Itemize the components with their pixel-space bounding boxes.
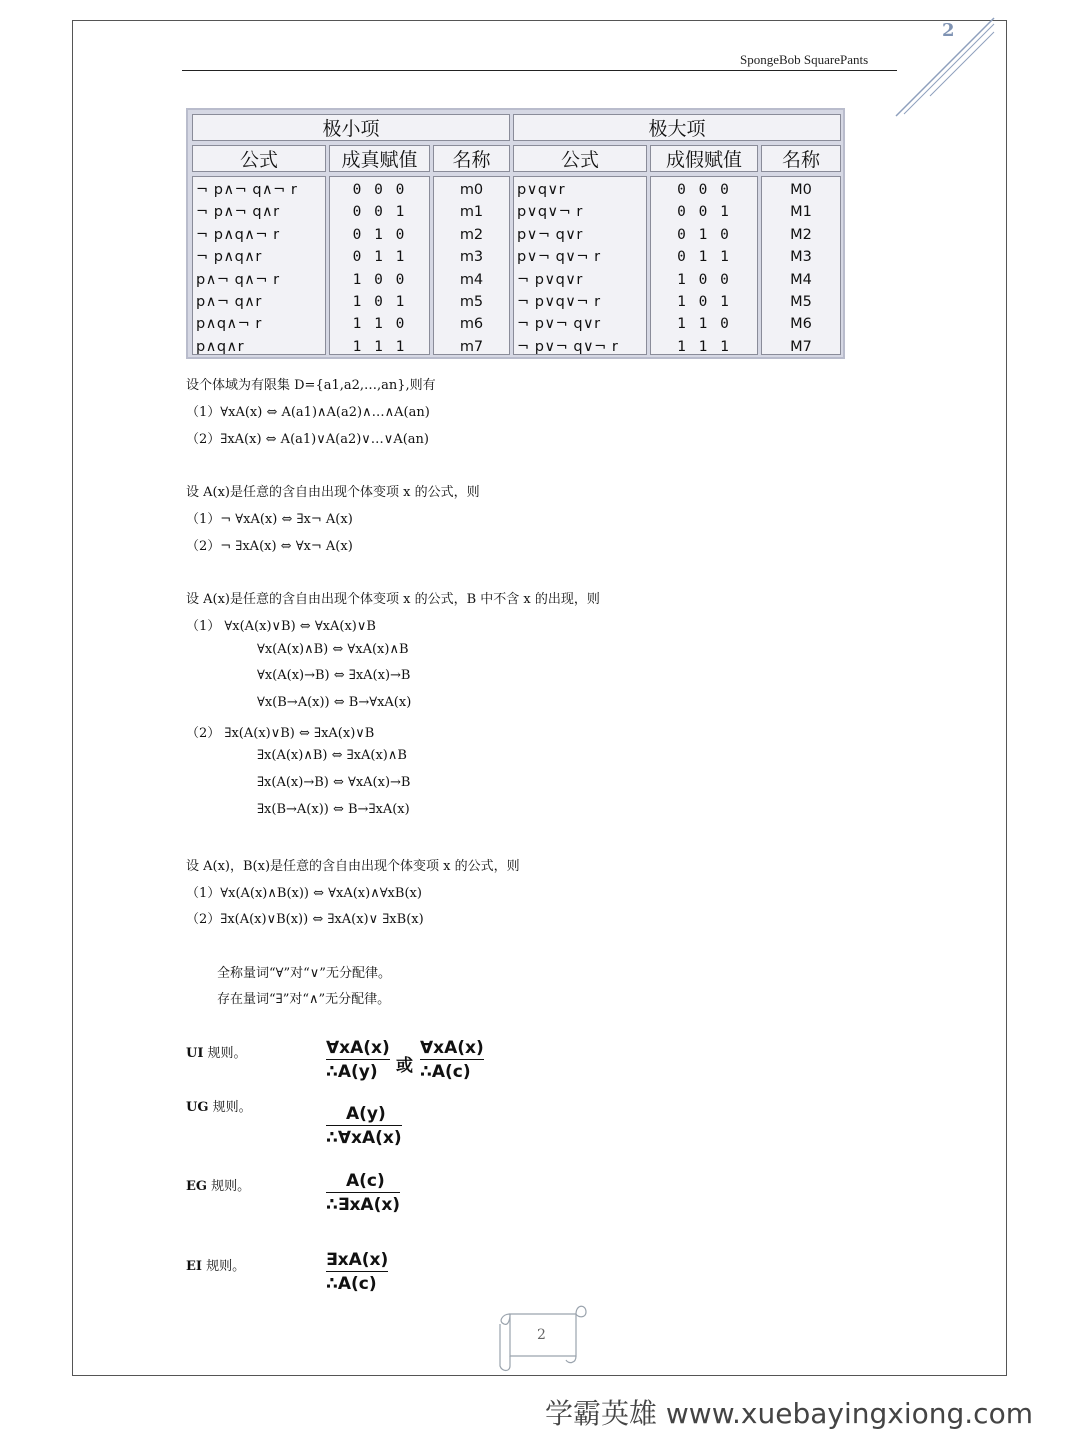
footer-page-number: 2 (537, 1327, 546, 1343)
table-cell: 0 1 0 (352, 226, 407, 243)
fraction-bar (420, 1059, 484, 1060)
fraction-bar (326, 1059, 390, 1060)
table-cell: p∧¬ q∧¬ r (196, 271, 280, 288)
col-header-max-name: 名称 (761, 145, 841, 172)
ug-numerator: A(y) (346, 1104, 386, 1124)
table-cell: ¬ p∧q∧¬ r (196, 226, 280, 243)
ug-fraction (326, 1104, 402, 1148)
table-cell: M5 (790, 294, 812, 311)
table-cell: ¬ p∧q∧r (196, 249, 262, 266)
table-cell: 1 1 1 (352, 338, 407, 355)
ei-fraction (326, 1250, 388, 1294)
true-value-column (329, 176, 430, 355)
section1-line2: （2）∃xA(x) ⇔ A(a1)∨A(a2)∨…∨A(an) (186, 432, 429, 447)
section2-intro: 设 A(x)是任意的含自由出现个体变项 x 的公式，则 (186, 485, 480, 500)
table-cell: p∨¬ q∨¬ r (517, 249, 601, 266)
note-universal: 全称量词“∀”对“∨”无分配律。 (217, 966, 391, 981)
table-cell: p∧q∧¬ r (196, 316, 262, 333)
col-header-min-name: 名称 (433, 145, 510, 172)
ei-numerator: ∃xA(x) (326, 1250, 389, 1270)
section4-line1: （1）∀x(A(x)∧B(x)) ⇔ ∀xA(x)∧∀xB(x) (186, 886, 422, 901)
ei-rule-code: EI (186, 1259, 202, 1274)
section2-line1: （1）¬ ∀xA(x) ⇔ ∃x¬ A(x) (186, 512, 353, 527)
ui-or-connector: 或 (396, 1056, 413, 1076)
minterm-maxterm-table (186, 108, 845, 359)
table-cell: ¬ p∨¬ q∨r (517, 316, 601, 333)
table-cell: m0 (459, 182, 484, 198)
table-cell: m2 (459, 226, 484, 243)
ui-denominator-2: ∴A(c) (420, 1062, 471, 1082)
table-cell: 0 0 0 (677, 182, 731, 198)
table-cell: 1 1 0 (677, 316, 731, 333)
table-cell: ¬ p∧¬ q∧r (196, 204, 280, 221)
table-cell: 1 1 0 (352, 316, 407, 333)
table-cell: 1 0 0 (677, 271, 731, 288)
table-cell: p∨¬ q∨r (517, 226, 583, 243)
table-cell: p∨q∨r (517, 182, 566, 198)
section3-intro: 设 A(x)是任意的含自由出现个体变项 x 的公式，B 中不含 x 的出现，则 (186, 592, 600, 607)
table-cell: M6 (790, 316, 812, 333)
table-cell: m7 (459, 338, 484, 355)
min-name-column (433, 176, 510, 355)
table-cell: M0 (790, 182, 812, 198)
ei-rule-text: 规则。 (202, 1259, 246, 1274)
table-cell: 1 1 1 (677, 338, 731, 355)
table-cell: M1 (790, 204, 812, 221)
table-cell: M7 (790, 338, 812, 355)
table-cell: 1 0 0 (352, 271, 407, 288)
col-header-false-value: 成假赋值 (650, 145, 758, 172)
table-cell: ¬ p∧¬ q∧¬ r (196, 182, 298, 198)
ei-denominator: ∴A(c) (326, 1274, 377, 1294)
table-cell: m3 (459, 249, 484, 266)
ei-rule-label (186, 1255, 245, 1274)
ui-rule-code: UI (186, 1046, 204, 1061)
col-header-min-formula: 公式 (192, 145, 326, 172)
header-rule (182, 70, 897, 71)
section3-line7: ∃x(A(x)→B) ⇔ ∀xA(x)→B (257, 775, 411, 790)
ui-numerator-1: ∀xA(x) (326, 1038, 390, 1058)
table-cell: M2 (790, 226, 812, 243)
table-cell: 0 1 1 (677, 249, 731, 266)
max-formula-column (513, 176, 647, 355)
table-cell: m4 (459, 271, 484, 288)
ug-rule-text: 规则。 (208, 1100, 252, 1115)
table-cell: p∧q∧r (196, 338, 245, 355)
table-cell: m5 (459, 294, 484, 311)
false-value-column (650, 176, 758, 355)
section3-line5: （2） ∃x(A(x)∨B) ⇔ ∃xA(x)∨B (186, 726, 375, 741)
table-cell: 0 0 1 (677, 204, 731, 221)
table-cell: ¬ p∨¬ q∨¬ r (517, 338, 619, 355)
section3-line6: ∃x(A(x)∧B) ⇔ ∃xA(x)∧B (257, 748, 407, 763)
table-cell: 0 1 0 (677, 226, 731, 243)
eg-fraction (326, 1171, 400, 1215)
col-header-true-value: 成真赋值 (329, 145, 430, 172)
section3-line1: （1） ∀x(A(x)∨B) ⇔ ∀xA(x)∨B (186, 619, 376, 634)
ui-rule-text: 规则。 (203, 1046, 247, 1061)
section3-line8: ∃x(B→A(x)) ⇔ B→∃xA(x) (257, 802, 410, 817)
section2-line2: （2）¬ ∃xA(x) ⇔ ∀x¬ A(x) (186, 539, 353, 554)
fraction-bar (326, 1125, 402, 1126)
section1-line1: （1）∀xA(x) ⇔ A(a1)∧A(a2)∧…∧A(an) (186, 405, 430, 420)
header-page-number: 2 (942, 20, 955, 41)
table-cell: ¬ p∨q∨¬ r (517, 294, 601, 311)
section3-line2: ∀x(A(x)∧B) ⇔ ∀xA(x)∧B (257, 642, 409, 657)
section1-intro: 设个体域为有限集 D={a1,a2,…,an},则有 (186, 378, 436, 393)
table-cell: 0 0 0 (352, 182, 407, 198)
ui-rule-label (186, 1042, 247, 1061)
table-cell: p∨q∨¬ r (517, 204, 583, 221)
section3-line3: ∀x(A(x)→B) ⇔ ∃xA(x)→B (257, 668, 411, 683)
ui-denominator-1: ∴A(y) (326, 1062, 378, 1082)
maxterm-title: 极大项 (513, 114, 841, 141)
section4-line2: （2）∃x(A(x)∨B(x)) ⇔ ∃xA(x)∨ ∃xB(x) (186, 912, 424, 927)
ui-numerator-2: ∀xA(x) (420, 1038, 484, 1058)
table-cell: m6 (459, 316, 484, 333)
eg-denominator: ∴∃xA(x) (326, 1195, 401, 1215)
header-title: SpongeBob SquarePants (740, 52, 869, 67)
table-cell: p∧¬ q∧r (196, 294, 262, 311)
ug-rule-code: UG (186, 1100, 209, 1115)
section4-intro: 设 A(x)，B(x)是任意的含自由出现个体变项 x 的公式，则 (186, 859, 520, 874)
table-cell: M3 (790, 249, 812, 266)
eg-numerator: A(c) (346, 1171, 385, 1191)
eg-rule-text: 规则。 (207, 1179, 251, 1194)
table-cell: M4 (790, 271, 812, 288)
corner-decoration-icon (890, 14, 1000, 124)
table-cell: 1 0 1 (677, 294, 731, 311)
fraction-bar (326, 1271, 388, 1272)
eg-rule-code: EG (186, 1179, 208, 1194)
table-cell: ¬ p∨q∨r (517, 271, 583, 288)
ui-fraction-2 (420, 1038, 484, 1082)
table-cell: m1 (459, 204, 484, 221)
min-formula-column (192, 176, 326, 355)
ui-fraction-1 (326, 1038, 390, 1082)
minterm-title: 极小项 (192, 114, 510, 141)
ug-rule-label (186, 1096, 252, 1115)
col-header-max-formula: 公式 (513, 145, 647, 172)
table-cell: 0 1 1 (352, 249, 407, 266)
section3-line4: ∀x(B→A(x)) ⇔ B→∀xA(x) (257, 695, 412, 710)
footer-watermark: 学霸英雄 www.xuebayingxiong.com (545, 1397, 1033, 1430)
eg-rule-label (186, 1175, 250, 1194)
fraction-bar (326, 1192, 400, 1193)
table-cell: 0 0 1 (352, 204, 407, 221)
table-cell: 1 0 1 (352, 294, 407, 311)
ug-denominator: ∴∀xA(x) (326, 1128, 402, 1148)
note-existential: 存在量词“∃”对“∧”无分配律。 (217, 992, 391, 1007)
max-name-column (761, 176, 841, 355)
